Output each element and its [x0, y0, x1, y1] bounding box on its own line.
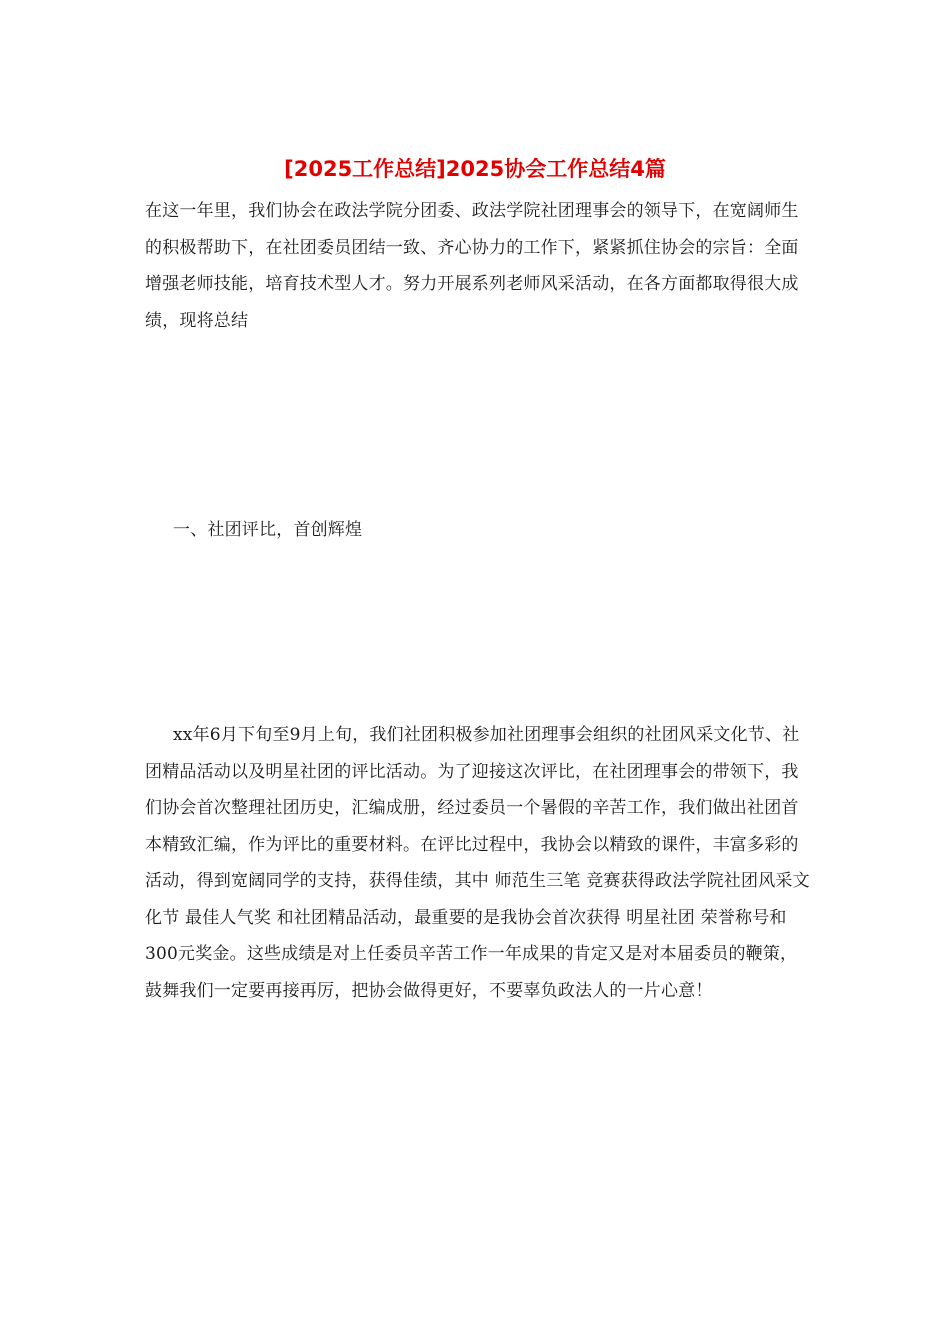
section-body-paragraph: xx年6月下旬至9月上旬，我们社团积极参加社团理事会组织的社团风采文化节、社团精品活动以及明星社团的评比活动。为了迎接这次评比，在社团理事会的带领下，我们协会首次整理社团历史，汇编成册，经过委员一个暑假的辛苦工作，我们做出社团首本精致汇编，作为评比的重要材料。在评比过程中，我协会以精致的课件，丰富多彩的活动，得到宽阔同学的支持，获得佳绩，其中 师范生三笔 竞赛获得政法学院社团风采文化节 最佳人气奖 和社团精品活动，最重要的是我协会首次获得 明星社团 荣誉称号和300元奖金。这些成绩是对上任委员辛苦工作一年成果的肯定又是对本届委员的鞭策，鼓舞我们一定要再接再厉，把协会做得更好，不要辜负政法人的一片心意！ — [145, 725, 810, 1001]
intro-paragraph: 在这一年里，我们协会在政法学院分团委、政法学院社团理事会的领导下，在宽阔师生的积极帮助下，在社团委员团结一致、齐心协力的工作下，紧紧抓住协会的宗旨：全面增强老师技能，培育技术型人才。努力开展系列老师风采活动，在各方面都取得很大成绩，现将总结 — [145, 201, 799, 331]
section-heading: 一、社团评比，首创辉煌 — [173, 520, 363, 540]
document-title: [2025工作总结]2025协会工作总结4篇 — [284, 157, 666, 181]
